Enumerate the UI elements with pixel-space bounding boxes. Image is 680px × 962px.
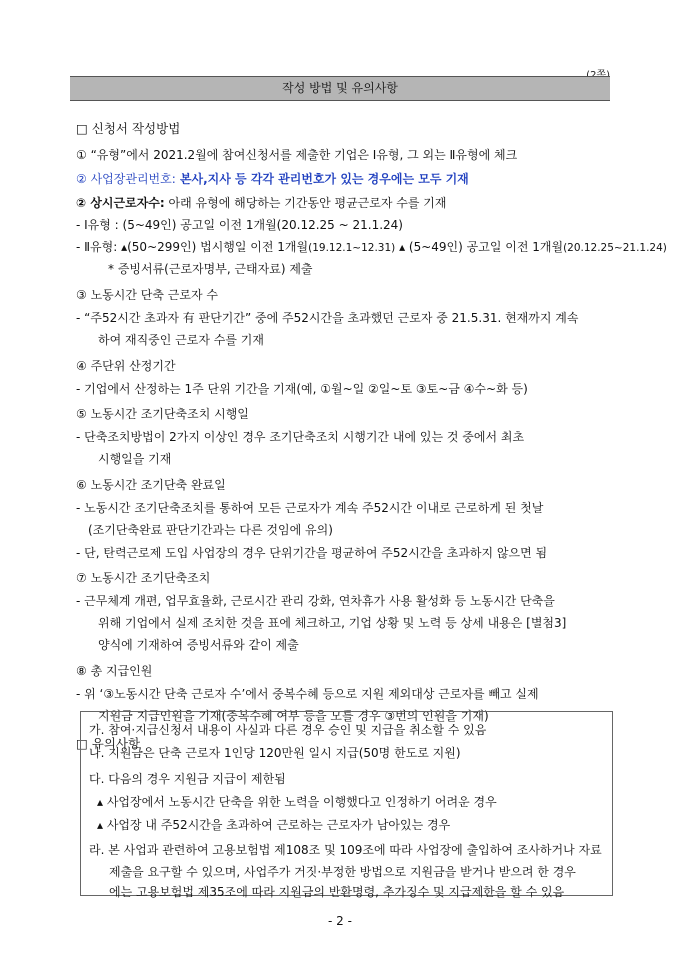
notes-box — [80, 711, 613, 899]
item-early-complete-date: ⑥ 노동시간 조기단축 완료일 — [76, 478, 226, 492]
item-reduced-workers-desc2: 하여 재직중인 근로자 수를 기재 — [98, 333, 264, 347]
section-title-instructions: □ 신청서 작성방법 — [76, 121, 181, 136]
item-reduced-workers: ③ 노동시간 단축 근로자 수 — [76, 288, 218, 302]
item-total-payees-desc1: - 위 ‘③노동시간 단축 근로자 수’에서 중복수혜 등으로 지원 제외대상 근로자를 빼고 실제 — [76, 687, 539, 701]
item-weekly-period: ④ 주단위 산정기간 — [76, 359, 176, 373]
item-early-start-date: ⑤ 노동시간 조기단축조치 시행일 — [76, 407, 249, 421]
item-workplace-number-text: 본사,지사 등 각각 관리번호가 있는 경우에는 모두 기재 — [175, 172, 469, 186]
item-reduced-workers-desc1: - “주52시간 초과자 有 판단기간” 중에 주52시간을 초과했던 근로자 중 21.5.31. 현재까지 계속 — [76, 311, 579, 325]
item-regular-workers-type1: - Ⅰ유형 : (5~49인) 공고일 이전 1개월(20.12.25 ~ 21.1.24) — [76, 218, 403, 232]
item-regular-workers-type2 — [76, 239, 667, 256]
item-early-start-desc1: - 단축조치방법이 2가지 이상인 경우 조기단축조치 시행기간 내에 있는 것 중에서 최초 — [76, 430, 525, 444]
note-da-item1: ▴ 사업장에서 노동시간 단축을 위한 노력을 이행했다고 인정하기 어려운 경우 — [97, 795, 497, 809]
item-regular-workers-note: * 증빙서류(근로자명부, 근태자료) 제출 — [108, 262, 313, 276]
item-early-measures: ⑦ 노동시간 조기단축조치 — [76, 571, 211, 585]
item-total-payees: ⑧ 총 지급인원 — [76, 664, 153, 678]
note-ra-line3: 에는 고용보험법 제35조에 따라 지원금의 반환명령, 추가징수 및 지급제한을 할 수 있음 — [109, 885, 565, 899]
section-header-bar: 작성 방법 및 유의사항 — [70, 76, 610, 101]
note-ra-line2: 제출을 요구할 수 있으며, 사업주가 거짓·부정한 방법으로 지원금을 받거나 받으려 한 경우 — [109, 865, 576, 879]
note-ga: 가. 참여·지급신청서 내용이 사실과 다른 경우 승인 및 지급을 취소할 수 있음 — [89, 723, 487, 737]
type2-part3: ▴ (5~49인) 공고일 이전 1개월 — [395, 240, 564, 254]
item-regular-workers — [76, 195, 446, 211]
type2-part2: (19.12.1~12.31) — [308, 242, 396, 254]
item-weekly-period-desc: - 기업에서 산정하는 1주 단위 기간을 기재(예, ①월~일 ②일~토 ③토~금 ④수~화 등) — [76, 382, 528, 396]
note-na: 나. 지원금은 단축 근로자 1인당 120만원 일시 지급(50명 한도로 지원) — [89, 746, 461, 760]
page-footer: - 2 - — [328, 914, 352, 928]
section-title-notes: □ 유의사항 — [76, 736, 141, 751]
note-da: 다. 다음의 경우 지원금 지급이 제한됨 — [89, 772, 286, 786]
item-early-measures-desc3: 양식에 기재하여 증빙서류와 같이 제출 — [98, 638, 299, 652]
item-type: ① “유형”에서 2021.2월에 참여신청서를 제출한 기업은 Ⅰ유형, 그 외는 Ⅱ유형에 체크 — [76, 148, 518, 162]
item-early-complete-desc1: - 노동시간 조기단축조치를 통하여 모든 근로자가 계속 주52시간 이내로 근로하게 된 첫날 — [76, 501, 544, 515]
item-workplace-number-label: ② 사업장관리번호: — [76, 172, 176, 186]
note-da-item2: ▴ 사업장 내 주52시간을 초과하여 근로하는 근로자가 남아있는 경우 — [97, 818, 451, 832]
item-regular-workers-label: ② 상시근로자수: — [76, 196, 165, 210]
item-regular-workers-text: 아래 유형에 해당하는 기간동안 평균근로자 수를 기재 — [164, 196, 447, 210]
item-early-measures-desc1: - 근무체계 개편, 업무효율화, 근로시간 관리 강화, 연차휴가 사용 활성화 등 노동시간 단축을 — [76, 594, 555, 608]
item-early-complete-desc2: (조기단축완료 판단기간과는 다른 것임에 유의) — [88, 523, 333, 537]
type2-part1: - Ⅱ유형: ▴(50~299인) 법시행일 이전 1개월 — [76, 240, 309, 254]
item-early-measures-desc2: 위해 기업에서 실제 조치한 것을 표에 체크하고, 기업 상황 및 노력 등 상세 내용은 [별첨3] — [98, 616, 567, 630]
item-early-start-desc2: 시행일을 기재 — [98, 452, 172, 466]
item-total-payees-desc2: 지원금 지급인원을 기재(중복수혜 여부 등을 모를 경우 ③번의 인원을 기재) — [98, 709, 489, 723]
type2-part4: (20.12.25~21.1.24) — [563, 242, 667, 254]
item-early-complete-desc3: - 단, 탄력근로제 도입 사업장의 경우 단위기간을 평균하여 주52시간을 초과하지 않으면 됨 — [76, 546, 548, 560]
item-workplace-number — [76, 171, 469, 187]
note-ra-line1: 라. 본 사업과 관련하여 고용보험법 제108조 및 109조에 따라 사업장에 출입하여 조사하거나 자료 — [89, 843, 602, 857]
